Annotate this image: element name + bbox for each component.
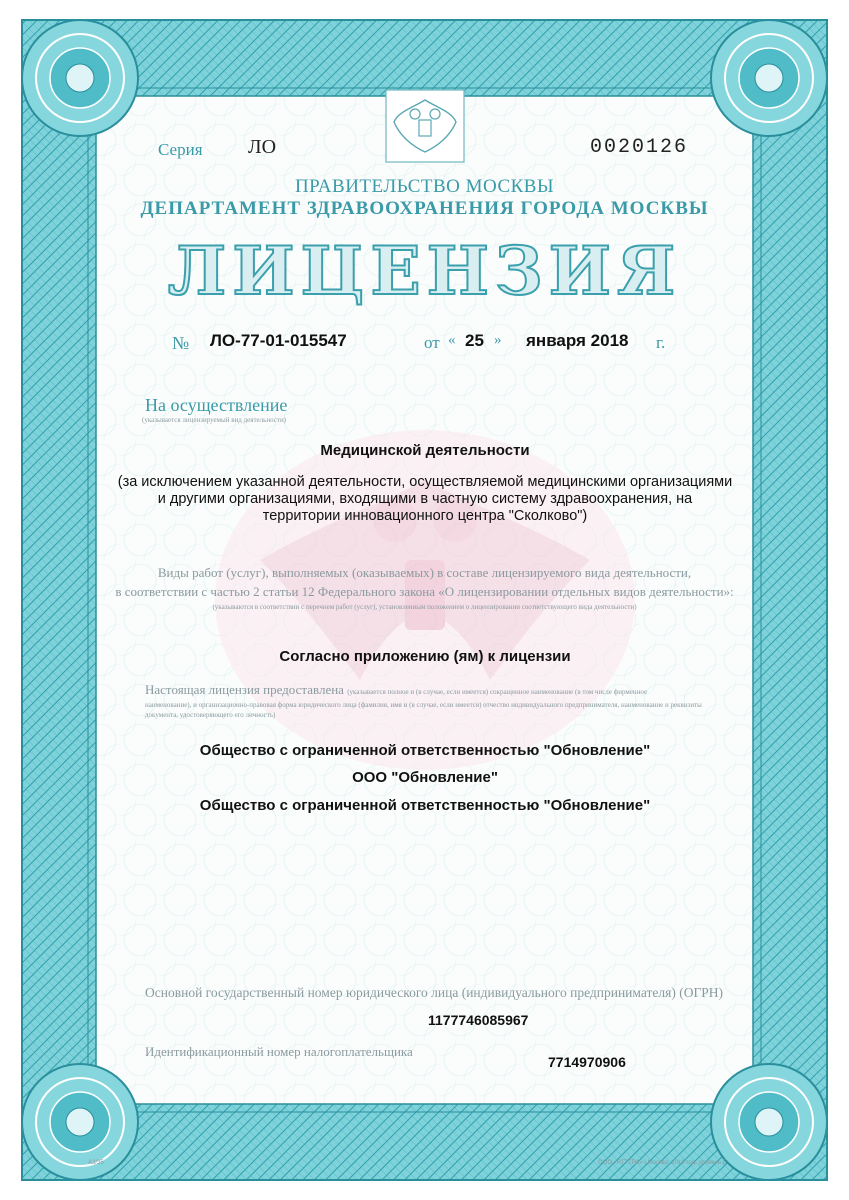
coat-of-arms-emblem [386, 90, 464, 162]
activity-note-line: (за исключением указанной деятельности, осуществляемой медицинскими организациями [117, 474, 733, 490]
inn-label: Идентификационный номер налогоплательщика [145, 1044, 413, 1059]
date-day: 25 [465, 331, 484, 350]
activity-note-line: территории инновационного центра "Сколково") [262, 508, 588, 524]
serial-number: 0020126 [590, 136, 689, 159]
department-line: ДЕПАРТАМЕНТ ЗДРАВООХРАНЕНИЯ ГОРОДА МОСКВЫ [140, 198, 709, 219]
appendix-line: Согласно приложению (ям) к лицензии [279, 648, 571, 665]
ogrn-label: Основной государственный номер юридического лица (индивидуального предпринимателя) (ОГРН) [145, 985, 724, 1000]
activity-note [100, 474, 750, 525]
works-line-1: Виды работ (услуг), выполняемых (оказываемых) в составе лицензируемого вида деятельности, [157, 565, 692, 580]
license-title: ЛИЦЕНЗИЯ [167, 232, 682, 310]
footer-printer: ООО «РТТТРА» | Москва, 2016 год, уровень Б [598, 1160, 727, 1166]
purpose-hint: (указывается лицензируемый вид деятельности) [142, 416, 287, 424]
organization-full-name-repeat: Общество с ограниченной ответственностью "Обновление" [199, 797, 651, 814]
granted-intro-text: Настоящая лицензия предоставлена [145, 682, 344, 697]
series-label: Серия [158, 140, 203, 159]
date-quote-close: » [494, 332, 502, 348]
ogrn-value: 1177746085967 [428, 1012, 529, 1028]
corner-rosette-br [711, 1064, 827, 1180]
government-line: ПРАВИТЕЛЬСТВО МОСКВЫ [294, 176, 555, 197]
series-value: ЛО [248, 136, 277, 158]
footer-form-code: A3/35 [88, 1160, 104, 1166]
granted-hint-1: (указывается полное и (в случае, если имеется) сокращенное наименование (в том числе фирменное [347, 688, 648, 696]
purpose-label: На осуществление [145, 395, 288, 415]
organization-short-name: ООО "Обновление" [352, 769, 498, 786]
date-from-word: от [424, 333, 440, 352]
corner-rosette-tl [22, 20, 138, 136]
number-sign: № [172, 333, 190, 353]
activity-name: Медицинской деятельности [320, 442, 530, 459]
date-quote-open: « [448, 332, 456, 348]
granted-intro [145, 681, 720, 701]
corner-rosette-bl [22, 1064, 138, 1180]
works-hint: (указываются в соответствии с перечнем работ (услуг), установленным положением о лицензировании соответствующего вида деятельности) [212, 603, 637, 611]
activity-note-line: и другими организациями, входящими в частную систему здравоохранения, на [157, 491, 693, 507]
inn-value: 7714970906 [548, 1054, 626, 1070]
works-line-2: в соответствии с частью 2 статьи 12 Федерального закона «О лицензировании отдельных видов деятельности»: [115, 584, 734, 599]
license-number: ЛО-77-01-015547 [210, 331, 347, 350]
corner-rosette-tr [711, 20, 827, 136]
granted-hint-2: наименование), и организационно-правовая форма юридического лица (фамилия, имя и (в случае, если имеется) отчество индивидуального предпринимателя, наименование и реквизиты документа, удостоверяющего его личность) [145, 701, 702, 719]
date-year-suffix: г. [656, 333, 666, 352]
date-month-year: января 2018 [526, 331, 629, 350]
organization-full-name: Общество с ограниченной ответственностью "Обновление" [199, 742, 651, 759]
